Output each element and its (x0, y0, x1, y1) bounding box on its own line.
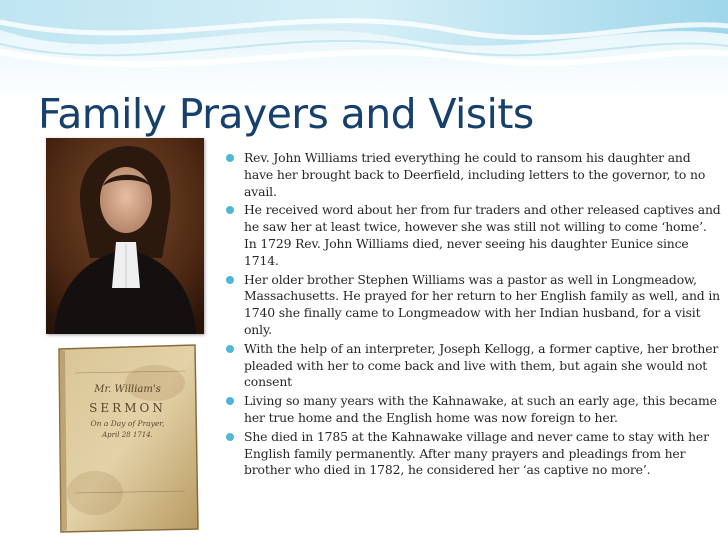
bullet-list (222, 150, 722, 481)
bullet-text: He received word about her from fur traders and other released captives and he saw her at least twice, however she was still not willing to come ‘home’. In 1729 Rev. John Williams died, never seeing his daughter Eunice since 1714. (244, 202, 721, 268)
sermon-line-occasion: On a Day of Prayer, (90, 419, 165, 428)
bullet-dot-icon (226, 345, 234, 353)
sermon-line-title: SERMON (89, 401, 166, 415)
bullet-text: She died in 1785 at the Kahnawake village and never came to stay with her English family permanently. After many prayers and pleadings from her brother who died in 1782, he considered her ‘as captive no more’. (244, 428, 709, 478)
sermon-line-author: Mr. William's (94, 384, 161, 395)
bullet-dot-icon (226, 276, 234, 284)
bullet-text: Her older brother Stephen Williams was a pastor as well in Longmeadow, Massachusetts. He prayed for her return to her English family as well, and in 1740 she finally came to Longmeadow with her Indian husband, for a visit only. (244, 271, 720, 337)
sermon-line-date: April 28 1714. (102, 431, 153, 439)
bullet-item (222, 429, 722, 479)
bullet-dot-icon (226, 397, 234, 405)
slide-title: Family Prayers and Visits (38, 90, 534, 138)
bullet-item (222, 341, 722, 391)
bullet-dot-icon (226, 154, 234, 162)
header-wave-decoration (0, 0, 728, 100)
bullet-item (222, 393, 722, 427)
bullet-item (222, 202, 722, 269)
bullet-text: Rev. John Williams tried everything he could to ransom his daughter and have her brought back to Deerfield, including letters to the governor, to no avail. (244, 150, 706, 199)
bullet-dot-icon (226, 206, 234, 214)
portrait-rev-john-williams (46, 138, 204, 334)
bullet-dot-icon (226, 433, 234, 441)
bullet-text: With the help of an interpreter, Joseph Kellogg, a former captive, her brother pleaded with her to come back and live with them, but again she would not consent (244, 340, 719, 390)
bullet-item (222, 150, 722, 200)
bullet-text: Living so many years with the Kahnawake, at such an early age, this became her true home and the English home was now foreign to her. (244, 393, 717, 425)
bullet-item (222, 272, 722, 339)
